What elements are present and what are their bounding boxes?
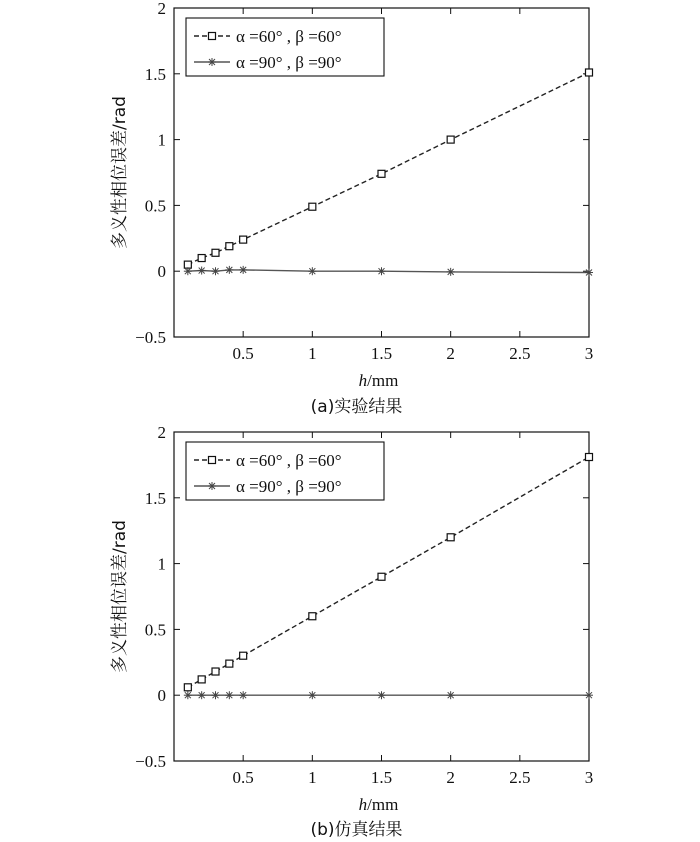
y-tick-label: 1.5 <box>144 488 166 508</box>
data-point-asterisk <box>225 691 233 699</box>
legend-label: α =60° , β =60° <box>236 451 342 470</box>
data-point-square <box>212 249 219 256</box>
legend-label: α =60° , β =60° <box>236 27 342 46</box>
legend-marker-square <box>209 33 216 40</box>
data-point-square <box>447 136 454 143</box>
legend-label: α =90° , β =90° <box>236 477 342 496</box>
data-point-square <box>309 203 316 210</box>
panel-caption: (b)仿真结果 <box>310 820 403 840</box>
series-alpha60-beta60 <box>184 69 592 268</box>
legend <box>186 18 384 76</box>
data-point-square <box>378 573 385 580</box>
x-tick-label: 3 <box>584 768 594 787</box>
data-point-asterisk <box>585 691 593 699</box>
x-axis-label-unit: /mm <box>367 795 399 814</box>
data-point-square <box>378 170 385 177</box>
data-point-asterisk <box>308 267 316 275</box>
data-point-asterisk <box>378 267 386 275</box>
data-point-square <box>198 676 205 683</box>
data-point-asterisk <box>198 691 206 699</box>
legend <box>186 442 384 500</box>
y-tick-label: 2 <box>157 423 166 442</box>
data-point-asterisk <box>239 691 247 699</box>
data-point-square <box>184 684 191 691</box>
data-point-square <box>226 243 233 250</box>
x-axis-label <box>359 795 399 814</box>
data-point-square <box>240 652 247 659</box>
y-tick-label: 0 <box>157 262 166 282</box>
x-tick-label: 1.5 <box>370 344 393 363</box>
panel-caption: (a)实验结果 <box>310 397 403 417</box>
data-point-square <box>184 261 191 268</box>
data-point-square <box>226 660 233 667</box>
data-point-square <box>586 454 593 461</box>
data-point-asterisk <box>447 268 455 276</box>
data-point-asterisk <box>447 691 455 699</box>
y-tick-label: 2 <box>157 0 166 18</box>
data-point-asterisk <box>225 266 233 274</box>
x-tick-label: 0.5 <box>232 344 254 363</box>
x-tick-label: 2 <box>446 768 455 787</box>
data-point-square <box>198 255 205 262</box>
data-point-square <box>309 613 316 620</box>
data-point-asterisk <box>308 691 316 699</box>
y-tick-label: 1 <box>157 130 166 150</box>
data-point-square <box>447 534 454 541</box>
chart-panel-a <box>110 0 593 417</box>
x-axis-label-var: h <box>358 795 368 814</box>
y-axis-label: 多义性相位误差/rad <box>110 520 130 673</box>
x-tick-label: 1 <box>308 768 317 787</box>
series-alpha90-beta90 <box>184 691 593 699</box>
x-axis-label <box>359 371 399 390</box>
x-tick-label: 3 <box>584 344 594 363</box>
series-line <box>188 270 589 273</box>
data-point-asterisk <box>378 691 386 699</box>
legend-label: α =90° , β =90° <box>236 53 342 72</box>
x-tick-label: 2 <box>446 344 455 363</box>
x-tick-label: 2.5 <box>509 768 531 787</box>
data-point-square <box>586 69 593 76</box>
y-tick-label: 1 <box>157 554 166 574</box>
data-point-asterisk <box>184 267 192 275</box>
x-axis-label-unit: /mm <box>367 371 399 390</box>
series-line <box>188 73 589 265</box>
x-axis-label-var: h <box>358 371 368 390</box>
data-point-asterisk <box>585 269 593 277</box>
data-point-asterisk <box>184 691 192 699</box>
y-tick-label: 1.5 <box>144 64 166 84</box>
y-tick-label: −0.5 <box>135 328 166 347</box>
data-point-asterisk <box>198 267 206 275</box>
data-point-asterisk <box>212 267 220 275</box>
y-tick-label: 0.5 <box>144 620 166 640</box>
x-tick-label: 1.5 <box>370 768 393 787</box>
chart-panel-b <box>110 423 593 840</box>
data-point-square <box>212 668 219 675</box>
y-tick-label: 0 <box>157 686 166 706</box>
data-point-asterisk <box>239 266 247 274</box>
legend-marker-square <box>209 457 216 464</box>
y-tick-label: −0.5 <box>135 752 166 771</box>
x-tick-label: 1 <box>308 344 317 363</box>
x-tick-label: 0.5 <box>232 768 254 787</box>
x-tick-label: 2.5 <box>509 344 531 363</box>
data-point-square <box>240 236 247 243</box>
series-alpha90-beta90 <box>184 266 593 277</box>
y-tick-label: 0.5 <box>144 196 166 216</box>
data-point-asterisk <box>212 691 220 699</box>
y-axis-label: 多义性相位误差/rad <box>110 96 130 249</box>
